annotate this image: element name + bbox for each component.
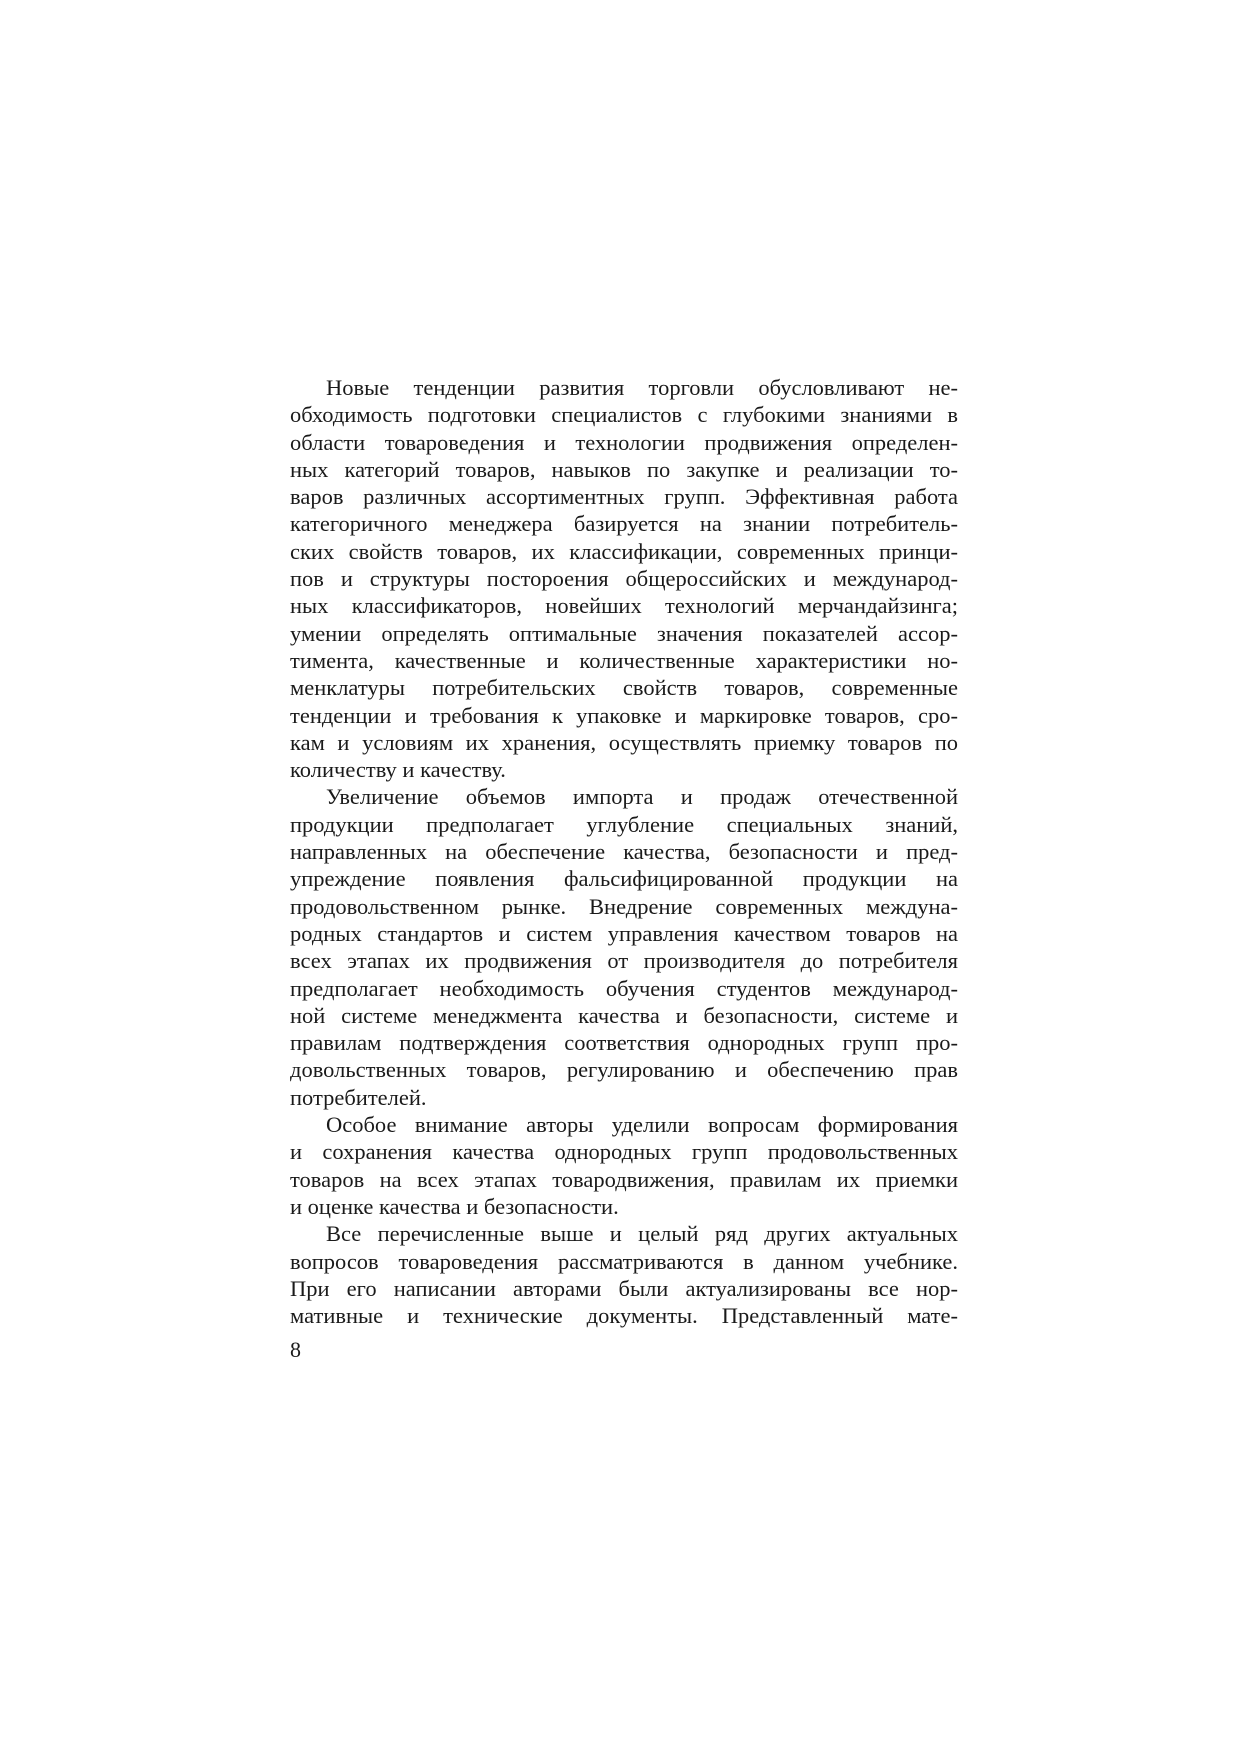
text-line: вопросов товароведения рассматриваются в данном учебнике. [290, 1248, 958, 1274]
text-line: продукции предполагает углубление специальных знаний, [290, 811, 958, 837]
page-number: 8 [290, 1337, 301, 1362]
text-line: продовольственном рынке. Внедрение современных междуна- [290, 893, 958, 919]
body-text [290, 374, 958, 1329]
paragraph-authors-focus [290, 1111, 958, 1220]
text-line: всех этапах их продвижения от производителя до потребителя [290, 948, 958, 974]
text-line: При его написании авторами были актуализированы все нор- [290, 1275, 958, 1301]
text-line: Все перечисленные выше и целый ряд других актуальных [326, 1221, 958, 1247]
text-line: умении определять оптимальные значения показателей ассор- [290, 620, 958, 646]
text-line: ной системе менеджмента качества и безопасности, системе и [290, 1002, 958, 1028]
text-line: тимента, качественные и количественные характеристики но- [290, 647, 958, 673]
text-line: количеству и качеству. [290, 757, 506, 783]
text-line: предполагает необходимость обучения студентов международ- [290, 975, 958, 1001]
text-line: направленных на обеспечение качества, безопасности и пред- [290, 839, 958, 865]
text-line: кам и условиям их хранения, осуществлять приемку товаров по [290, 729, 958, 755]
text-line: родных стандартов и систем управления качеством товаров на [290, 920, 958, 946]
text-line: ных классификаторов, новейших технологий мерчандайзинга; [290, 593, 958, 619]
text-line: правилам подтверждения соответствия однородных групп про- [290, 1030, 958, 1056]
text-line: упреждение появления фальсифицированной продукции на [290, 866, 958, 892]
text-line: области товароведения и технологии продвижения определен- [290, 429, 958, 455]
text-line: обходимость подготовки специалистов с глубокими знаниями в [290, 402, 958, 428]
text-line: менклатуры потребительских свойств товаров, современные [290, 675, 958, 701]
text-line: ских свойств товаров, их классификации, современных принци- [290, 538, 958, 564]
text-line: ных категорий товаров, навыков по закупке и реализации то- [290, 456, 958, 482]
text-line: довольственных товаров, регулированию и обеспечению прав [290, 1057, 958, 1083]
text-line: тенденции и требования к упаковке и маркировке товаров, сро- [290, 702, 958, 728]
text-line: потребителей. [290, 1084, 427, 1110]
text-line: категоричного менеджера базируется на знании потребитель- [290, 511, 958, 537]
text-line: мативные и технические документы. Представленный мате- [290, 1303, 958, 1329]
text-line: и сохранения качества однородных групп продовольственных [290, 1139, 958, 1165]
paragraph-imports-quality [290, 783, 958, 1111]
text-line: Особое внимание авторы уделили вопросам формирования [326, 1112, 958, 1138]
paragraph-trade-trends [290, 374, 958, 783]
text-line: варов различных ассортиментных групп. Эффективная работа [290, 484, 958, 510]
text-line: Новые тенденции развития торговли обусловливают не- [326, 375, 958, 400]
text-line: и оценке качества и безопасности. [290, 1193, 619, 1219]
paragraph-textbook-scope [290, 1220, 958, 1329]
text-line: Увеличение объемов импорта и продаж отечественной [326, 784, 958, 810]
text-line: товаров на всех этапах товародвижения, правилам их приемки [290, 1166, 958, 1192]
text-line: пов и структуры постороения общероссийских и международ- [290, 566, 958, 592]
